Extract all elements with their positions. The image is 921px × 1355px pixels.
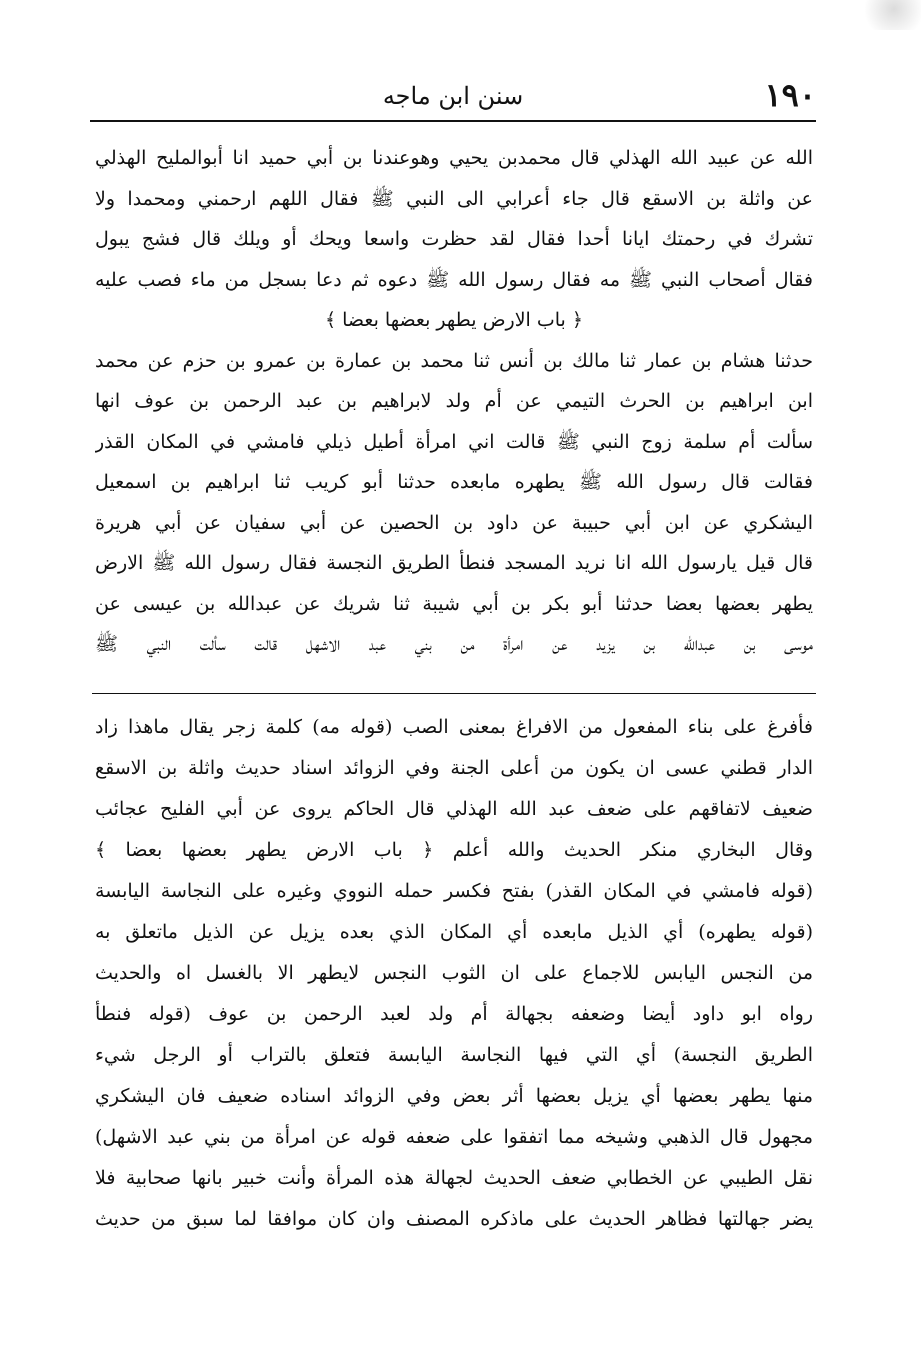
note-line: ضعيف لاتفاقهم على ضعف عبد الله الهذلي قال الحاكم يروى عن أبي الفليح عجائب — [95, 798, 813, 820]
note-line: يضر جهالتها فظاهر الحديث على ماذكره المصنف وان كان موافقا لما سبق من حديث — [95, 1208, 813, 1230]
page-number: ١٩٠ — [764, 76, 816, 114]
note-line: فأفرغ على بناء المفعول من الافراغ بمعنى الصب (قوله مه) كلمة زجر يقال ماهذا زاد — [95, 716, 813, 738]
header-rule — [90, 120, 816, 122]
note-line: مجهول قال الذهبي وشيخه مما اتفقوا على ضعفه قوله عن امرأة من بني عبد الاشهل) — [95, 1126, 813, 1148]
note-line: نقل الطيبي عن الخطابي ضعف الحديث لجهالة هذه المرأة وأنت خبير بانها صحابية فلا — [95, 1167, 813, 1189]
text-line: سألت أم سلمة زوج النبي ﷺ قالت اني امرأة أطيل ذيلي فامشي في المكان القذر — [95, 430, 813, 453]
note-line: الدار قطني عسى ان يكون من أعلى الجنة وفي الزوائد اسناد حديث واثلة بن الاسقع — [95, 757, 813, 779]
note-line: وقال البخاري منكر الحديث والله أعلم ﴿ باب الارض يطهر بعضها بعضا ﴾ — [95, 839, 813, 861]
running-title: سنن ابن ماجه — [382, 82, 524, 110]
note-line: رواه ابو داود أيضا وضعفه بجهالة أم ولد لعبد الرحمن بن عوف (قوله فنطأ — [95, 1003, 813, 1025]
text-line: ابن ابراهيم بن الحرث التيمي عن أم ولد لابراهيم بن عبد الرحمن بن عوف انها — [95, 390, 813, 412]
chapter-heading: ﴿ باب الارض يطهر بعضها بعضا ﴾ — [324, 309, 584, 331]
text-line: اليشكري عن ابن أبي حبيبة عن داود بن الحصين عن أبي سفيان عن أبي هريرة — [95, 511, 813, 534]
text-line: عن واثلة بن الاسقع قال جاء أعرابي الى النبي ﷺ فقال اللهم ارحمني ومحمدا ولا — [95, 187, 813, 210]
text-line: موسى بن عبدالله بن يزيد عن امرأة من بني عبد الاشهل قالت سألت النبي ﷺ — [95, 633, 813, 655]
text-line: يطهر بعضها بعضا حدثنا أبو بكر بن أبي شيبة ثنا شريك عن عبدالله بن عيسى عن — [95, 592, 813, 615]
text-line: الله عن عبيد الله الهذلي قال محمدبن يحيي وهوعندنا بن أبي حميد انا أبوالمليح الهذلي — [95, 147, 813, 169]
text-line: تشرك في رحمتك ايانا أحدا فقال لقد حظرت واسعا ويحك أو ويلك قال فشج يبول — [95, 228, 813, 250]
text-line: قال قيل يارسول الله انا نريد المسجد فنطأ الطريق النجسة فقال رسول الله ﷺ الارض — [95, 552, 813, 574]
note-line: (قوله فامشي في المكان القذر) بفتح فكسر حمله النووي وغيره على النجاسة اليابسة — [95, 880, 813, 902]
commentary-divider — [92, 693, 816, 694]
text-line: حدثنا هشام بن عمار ثنا مالك بن أنس ثنا محمد بن عمارة بن عمرو بن حزم عن محمد — [95, 349, 813, 372]
note-line: الطريق النجسة) أي التي فيها النجاسة اليابسة فتعلق بالتراب أو الرجل شيء — [95, 1044, 813, 1066]
note-line: من النجس اليابس للاجماع على ان الثوب النجس لايطهر الا بالغسل اه والحديث — [95, 962, 813, 984]
note-line: منها يطهر بعضها أي يزيل بعضها أثر بعض وفي الزوائد اسناده ضعيف فان اليشكري — [95, 1085, 813, 1107]
commentary-text — [95, 707, 813, 1240]
text-line: فقال أصحاب النبي ﷺ مه فقال رسول الله ﷺ دعوه ثم دعا بسجل من ماء فصب عليه — [95, 268, 813, 291]
text-line: فقالت قال رسول الله ﷺ يطهره مابعده حدثنا أبو كريب ثنا ابراهيم بن اسمعيل — [95, 471, 813, 493]
page-header — [90, 72, 816, 118]
note-line: (قوله يطهره) أي الذيل مابعده أي المكان الذي بعده يزيل عن الذيل ماتعلق به — [95, 921, 813, 943]
main-text — [95, 138, 813, 665]
scan-artifact — [831, 0, 921, 30]
